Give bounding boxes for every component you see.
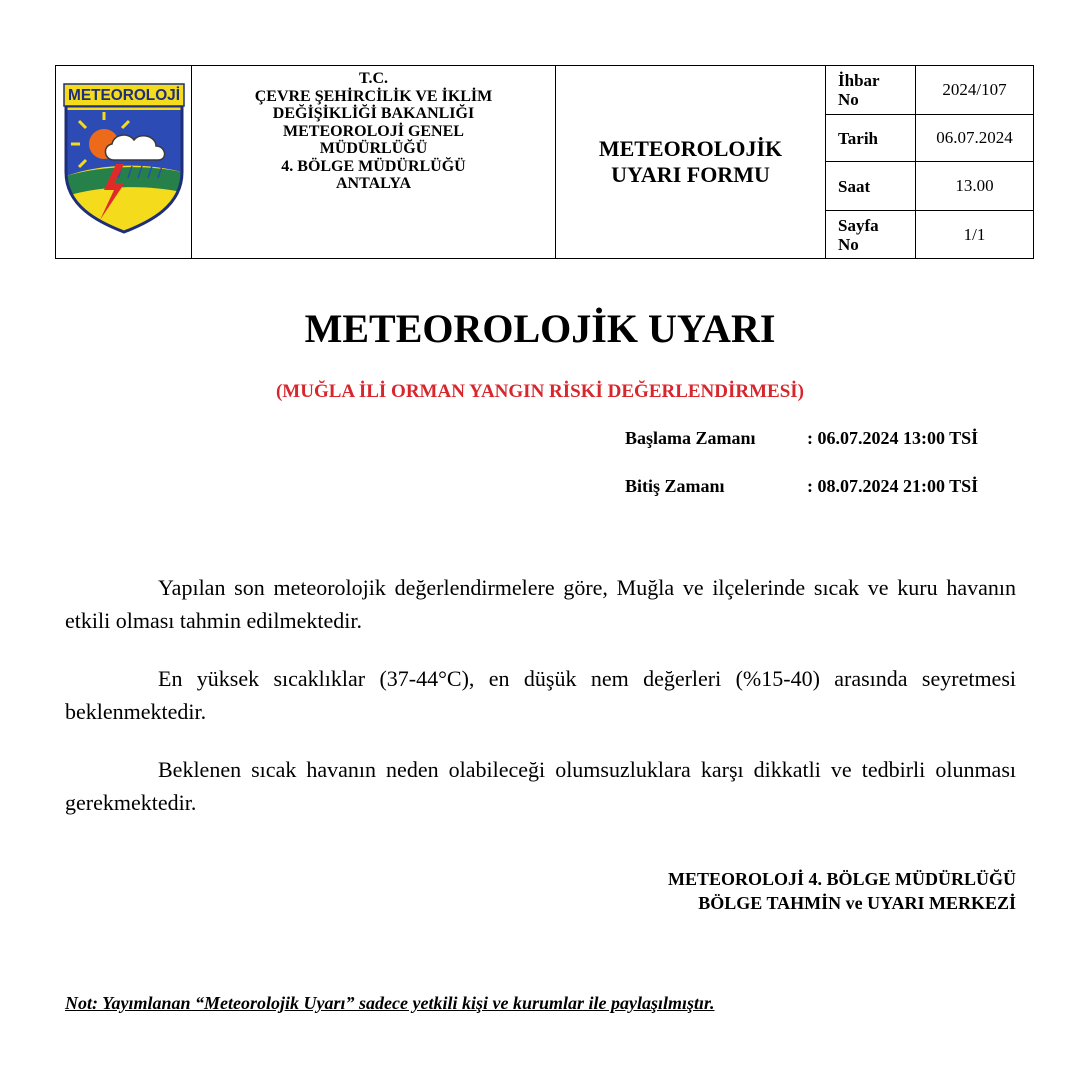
document-title: METEOROLOJİK UYARI (304, 306, 776, 351)
saat-label: Saat (826, 162, 916, 211)
logo-cell (56, 66, 192, 259)
end-time-value: : 08.07.2024 21:00 TSİ (807, 476, 979, 496)
end-time-label: Bitiş Zamanı (625, 476, 725, 496)
ihbar-no-value: 2024/107 (916, 66, 1034, 115)
sayfa-label-line: No (838, 234, 859, 254)
end-time-row (625, 476, 1035, 497)
form-title-line: METEOROLOJİK (598, 136, 783, 161)
footer-note: Not: Yayımlanan “Meteorolojik Uyarı” sadece yetkili kişi ve kurumlar ile paylaşılmıştır. (65, 993, 715, 1013)
tarih-value: 06.07.2024 (916, 115, 1034, 162)
saat-value: 13.00 (916, 162, 1034, 211)
meteoroloji-logo (60, 80, 188, 240)
org-line: DEĞİŞİKLİĞİ BAKANLIĞI (272, 105, 475, 122)
org-line: ANTALYA (336, 175, 411, 192)
tarih-label: Tarih (826, 115, 916, 162)
form-title (556, 66, 826, 259)
body-paragraph: En yüksek sıcaklıklar (37-44°C), en düşük nem değerleri (%15-40) arasında seyretmesi beklenmektedir. (65, 666, 1016, 724)
logo-text: METEOROLOJİ (67, 86, 184, 104)
ihbar-no-label (826, 66, 916, 115)
org-line: METEOROLOJİ GENEL (283, 122, 464, 140)
form-title-line: UYARI FORMU (611, 162, 770, 187)
start-time-value: : 06.07.2024 13:00 TSİ (807, 428, 979, 448)
sayfa-no-label (826, 211, 916, 259)
start-time-row (625, 428, 1035, 449)
signature-line: METEOROLOJİ 4. BÖLGE MÜDÜRLÜĞÜ (667, 869, 1016, 889)
ihbar-label-line: İhbar (838, 71, 880, 90)
sayfa-label-line: Sayfa (838, 215, 879, 235)
org-name-block (192, 66, 556, 259)
header-table (55, 65, 1034, 259)
org-line: ÇEVRE ŞEHİRCİLİK VE İKLİM (254, 87, 493, 105)
start-time-label: Başlama Zamanı (625, 428, 756, 448)
org-line: MÜDÜRLÜĞÜ (319, 140, 428, 157)
signature-block (668, 867, 1016, 915)
document-subtitle: (MUĞLA İLİ ORMAN YANGIN RİSKİ DEĞERLENDİRMESİ) (275, 381, 805, 402)
org-line: 4. BÖLGE MÜDÜRLÜĞÜ (281, 157, 466, 175)
body-paragraph: Yapılan son meteorolojik değerlendirmelere göre, Muğla ve ilçelerinde sıcak ve kuru havanın etkili olması tahmin edilmektedir. (65, 575, 1016, 633)
body-paragraph: Beklenen sıcak havanın neden olabileceği olumsuzluklara karşı dikkatli ve tedbirli olunması gerekmektedir. (65, 757, 1016, 815)
signature-line: BÖLGE TAHMİN ve UYARI MERKEZİ (698, 893, 1016, 913)
org-line: T.C. (358, 70, 389, 87)
ihbar-label-line: No (838, 90, 859, 109)
sayfa-no-value: 1/1 (916, 211, 1034, 259)
